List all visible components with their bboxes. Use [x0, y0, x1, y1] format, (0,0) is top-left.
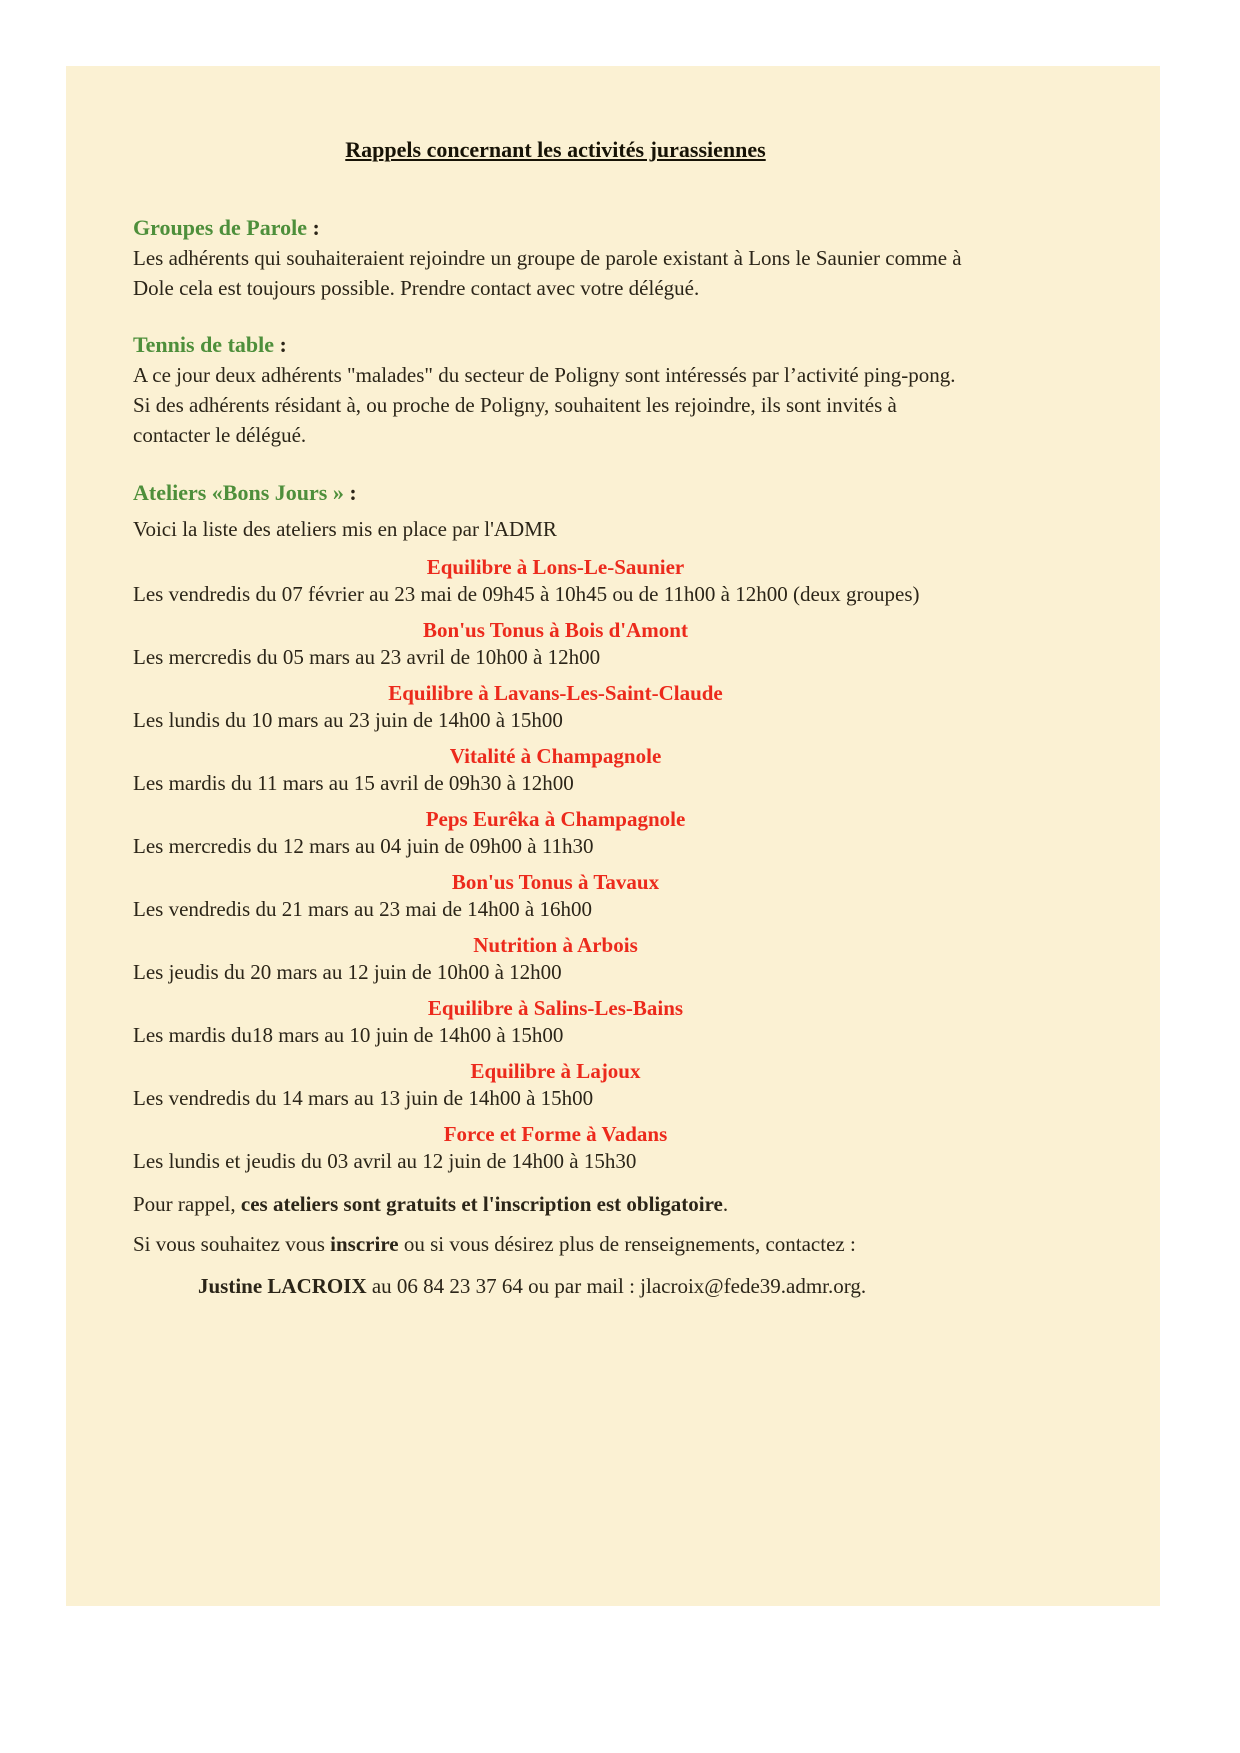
atelier-block — [133, 806, 978, 860]
atelier-name: Nutrition à Arbois — [473, 933, 638, 957]
heading-colon: : — [306, 215, 320, 240]
atelier-name: Force et Forme à Vadans — [443, 1122, 668, 1146]
ateliers-intro: Voici la liste des ateliers mis en place par l'ADMR — [133, 517, 557, 541]
contact-details: au 06 84 23 37 64 ou par mail : jlacroix@fede39.admr.org. — [366, 1274, 867, 1298]
inscription-prefix: Si vous souhaitez vous — [133, 1232, 331, 1256]
atelier-name: Peps Eurêka à Champagnole — [425, 807, 686, 831]
ateliers-list — [133, 554, 978, 1175]
atelier-schedule: Les jeudis du 20 mars au 12 juin de 10h00 à 12h00 — [133, 960, 562, 984]
atelier-schedule: Les lundis du 10 mars au 23 juin de 14h00 à 15h00 — [133, 708, 563, 732]
atelier-block — [133, 680, 978, 734]
atelier-schedule: Les lundis et jeudis du 03 avril au 12 juin de 14h00 à 15h30 — [133, 1149, 637, 1173]
heading-colon: : — [274, 332, 287, 357]
rappel-suffix: . — [722, 1192, 729, 1216]
atelier-name: Equilibre à Lavans-Les-Saint-Claude — [388, 681, 723, 705]
section-tennis-de-table — [133, 330, 978, 450]
section-paragraph: A ce jour deux adhérents "malades" du secteur de Poligny sont intéressés par l’activité ping-pong. — [133, 363, 956, 387]
footer-contact — [133, 1271, 978, 1301]
section-heading-text: Tennis de table — [133, 332, 275, 357]
rappel-bold: ces ateliers sont gratuits et l'inscription est obligatoire — [240, 1192, 723, 1216]
atelier-name: Equilibre à Lajoux — [470, 1059, 641, 1083]
section-paragraph: Si des adhérents résidant à, ou proche de Poligny, souhaitent les rejoindre, ils sont invités à contacter le délégué. — [133, 393, 897, 447]
heading-colon: : — [343, 480, 357, 505]
atelier-block — [133, 554, 978, 608]
atelier-block — [133, 617, 978, 671]
document-sheet — [66, 66, 1160, 1606]
section-heading-text: Ateliers «Bons Jours » — [133, 480, 344, 505]
atelier-block — [133, 932, 978, 986]
atelier-block — [133, 1058, 978, 1112]
atelier-name: Vitalité à Champagnole — [449, 744, 662, 768]
atelier-schedule: Les mardis du 11 mars au 15 avril de 09h30 à 12h00 — [133, 771, 574, 795]
atelier-schedule: Les vendredis du 07 février au 23 mai de 09h45 à 10h45 ou de 11h00 à 12h00 (deux groupes) — [133, 582, 920, 606]
atelier-block — [133, 1121, 978, 1175]
section-ateliers-bons-jours — [133, 478, 978, 544]
section-groupes-de-parole — [133, 213, 978, 303]
section-heading-text: Groupes de Parole — [133, 215, 307, 240]
atelier-schedule: Les mardis du18 mars au 10 juin de 14h00 à 15h00 — [133, 1023, 564, 1047]
atelier-name: Bon'us Tonus à Tavaux — [451, 870, 660, 894]
inscrire-bold: inscrire — [330, 1232, 399, 1256]
rappel-prefix: Pour rappel, — [133, 1192, 241, 1216]
atelier-block — [133, 869, 978, 923]
document-content — [66, 66, 978, 1301]
atelier-name: Equilibre à Lons-Le-Saunier — [426, 555, 685, 579]
atelier-block — [133, 995, 978, 1049]
atelier-schedule: Les vendredis du 14 mars au 13 juin de 14h00 à 15h00 — [133, 1086, 594, 1110]
atelier-schedule: Les mercredis du 12 mars au 04 juin de 09h00 à 11h30 — [133, 834, 594, 858]
atelier-block — [133, 743, 978, 797]
contact-name: Justine LACROIX — [198, 1274, 367, 1298]
section-heading — [133, 213, 978, 243]
footer-rappel — [133, 1189, 978, 1219]
inscription-suffix: ou si vous désirez plus de renseignements, contactez : — [398, 1232, 856, 1256]
footer-inscription — [133, 1229, 978, 1259]
page-title: Rappels concernant les activités jurassiennes — [345, 137, 766, 162]
atelier-name: Bon'us Tonus à Bois d'Amont — [423, 618, 688, 642]
atelier-schedule: Les mercredis du 05 mars au 23 avril de 10h00 à 12h00 — [133, 645, 601, 669]
atelier-schedule: Les vendredis du 21 mars au 23 mai de 14h00 à 16h00 — [133, 897, 592, 921]
section-heading — [133, 478, 978, 508]
section-paragraph: Les adhérents qui souhaiteraient rejoindre un groupe de parole existant à Lons le Saunier comme à Dole cela est toujours possible. Prendre contact avec votre délégué. — [133, 246, 962, 300]
atelier-name: Equilibre à Salins-Les-Bains — [427, 996, 684, 1020]
section-heading — [133, 330, 978, 360]
